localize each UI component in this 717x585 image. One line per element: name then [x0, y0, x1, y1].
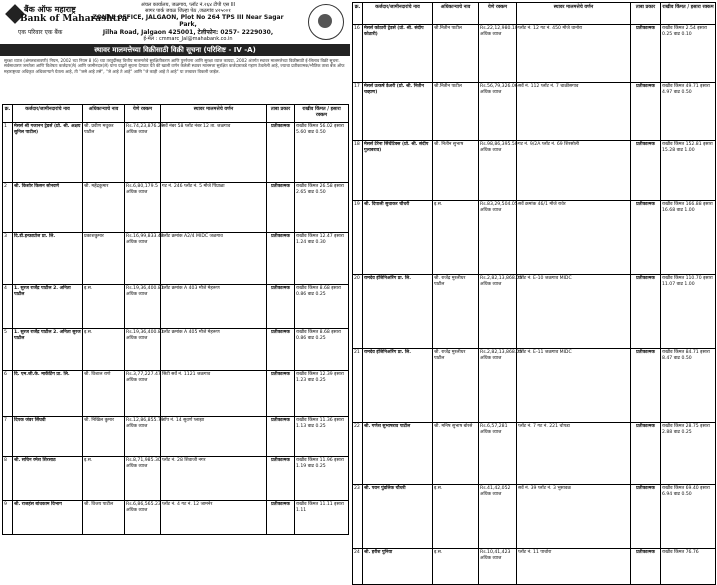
cell-property: सर्वे नं. 112 प्लॉट नं. 7 चाळीसगाव [517, 83, 631, 141]
cell-reserve: राखीव किंमत 11.96 इसारा 1.19 वाढ 0.25 [295, 457, 349, 501]
table-row [3, 285, 349, 329]
cell-number: 3 [3, 233, 13, 285]
cell-possession: प्रतीकात्मक [631, 485, 661, 549]
cell-reserve: राखीव किंमत 69.40 इसारा 6.94 वाढ 0.50 [661, 485, 716, 549]
table-row [3, 183, 349, 233]
table-row [3, 123, 349, 183]
cell-reserve: राखीव किंमत 26.58 इसारा 2.65 वाढ 0.50 [295, 183, 349, 233]
table-row [353, 83, 716, 141]
cell-possession: प्रतीकात्मक [631, 275, 661, 349]
table-row [353, 485, 716, 549]
cell-outstanding: Rs.8,71,985.30 अधिक व्याज [125, 457, 161, 501]
cell-borrower: श्री. गणेश सुभाषराव पाटील [363, 423, 433, 485]
cell-reserve: राखीव किंमत 152.81 इसारा 15.28 वाढ 1.00 [661, 141, 716, 201]
cell-reserve: राखीव किंमत 166.88 इसारा 16.68 वाढ 1.00 [661, 201, 716, 275]
cell-property: प्लॉट नं. 11 पाचोरा [517, 549, 631, 585]
cell-property: प्लॉट क्रमांक A 403 मौजे मेहरूण [161, 285, 267, 329]
cell-possession: प्रतीकात्मक [631, 549, 661, 585]
cell-number: 1 [3, 123, 13, 183]
cell-borrower: मेसर्स श्री गजानन ट्रेडर्स (प्रो. श्री. अक्षय सुनिल पाटील) [13, 123, 83, 183]
table-row [353, 275, 716, 349]
office-line-2: सागर पार्क जवळ जिल्हा पेठ ,जळगांव ४२५००१ [145, 8, 231, 15]
table-row [3, 233, 349, 285]
cell-property: प्लॉट नं. 28 शिवाजी नगर [161, 457, 267, 501]
cell-number: 7 [3, 417, 13, 457]
cell-outstanding: Rs.3,77,227.47 अधिक व्याज [125, 371, 161, 417]
cell-officer: श्री. राजेंद्र मुरलीधर पाटील [433, 275, 479, 349]
cell-borrower: दिपक जंवर सिंघवी [13, 417, 83, 457]
cell-possession: प्रतीकात्मक [631, 349, 661, 423]
cell-outstanding: Rs.19,36,400.81 अधिक व्याज [125, 285, 161, 329]
cell-outstanding: Rs.74,23,876.29 अधिक व्याज [125, 123, 161, 183]
cell-officer: प्रकाशकुमार [83, 233, 125, 285]
table-row [353, 349, 716, 423]
cell-borrower: श्री. सचिन रमेश शिरसाठ [13, 457, 83, 501]
cell-officer: श्री. महेंद्रकुमार [83, 183, 125, 233]
cell-number: 24 [353, 549, 363, 585]
cell-borrower: श्री. दिपाली सुधाकर चौधरी [363, 201, 433, 275]
col-outstanding: येणे रक्कम [479, 3, 517, 25]
cell-possession: प्रतीकात्मक [267, 457, 295, 501]
cell-number: 2 [3, 183, 13, 233]
cell-reserve: राखीव किंमत 12.47 इसारा 1.24 वाढ 0.30 [295, 233, 349, 285]
bank-logo [4, 3, 128, 39]
cell-number: 8 [3, 457, 13, 501]
cell-borrower: मेसर्स कोठारी ट्रेडर्स (प्रो. श्री. संदीप कोठारी) [363, 25, 433, 83]
cell-number: 4 [3, 285, 13, 329]
cell-number: 16 [353, 25, 363, 83]
cell-officer: श्री. नितीन सुभाष [433, 141, 479, 201]
cell-possession: प्रतीकात्मक [631, 25, 661, 83]
table-row [3, 329, 349, 371]
cell-number: 5 [3, 329, 13, 371]
cell-number: 20 [353, 275, 363, 349]
table-row [353, 549, 716, 585]
col-property: स्थावर मालमत्तेचे वर्णन [161, 105, 267, 123]
col-borrower: कर्जदार/जामीनदारांचे नाव [13, 105, 83, 123]
office-line-4: Jilha Road, Jalgaon 425001, टेलीफोन: 0257- 2229030, [102, 29, 274, 37]
cell-officer: श्री.नितीन पाटील [433, 25, 479, 83]
cell-outstanding: Rs.16,99,833.48 अधिक व्याज [125, 233, 161, 285]
notice-title: स्थावर मालमत्तेच्या विक्रीसाठी विक्री सूचना (परिशिष्ट - IV -A) [0, 44, 350, 56]
bank-name-english: Bank of Maharashtra [20, 14, 128, 24]
cell-number: 9 [3, 501, 13, 535]
cell-reserve: राखीव किंमत 2.54 इसारा 0.25 वाढ 0.10 [661, 25, 716, 83]
cell-possession: प्रतीकात्मक [631, 141, 661, 201]
cell-officer: इ.स. [433, 549, 479, 585]
cell-reserve: राखीव किंमत 56.02 इसारा 5.60 वाढ 0.50 [295, 123, 349, 183]
cell-officer: श्री. प्रवीण मधुकर पाटील [83, 123, 125, 183]
cell-property: प्लॉट नं. E-11 जळगाव MIDC [517, 349, 631, 423]
cell-outstanding: Rs.56,79,326.06 अधिक व्याज [479, 83, 517, 141]
cell-property: सर्वे नं. 39 प्लॉट नं. 3 भुसावळ [517, 485, 631, 549]
cell-borrower: दि. एम.जी.के. मार्केटिंग प्रा. लि. [13, 371, 83, 417]
cell-possession: प्रतीकात्मक [267, 417, 295, 457]
cell-officer: श्री. निखिल कुमार [83, 417, 125, 457]
emblem-icon [308, 4, 344, 40]
cell-reserve: राखीव किंमत 11.36 इसारा 1.13 वाढ 0.25 [295, 417, 349, 457]
auction-table-right [352, 2, 716, 585]
cell-possession: प्रतीकात्मक [267, 285, 295, 329]
cell-outstanding: Rs.2,82,13,868.05 अधिक व्याज [479, 349, 517, 423]
cell-borrower: दि.डी.इन्फ्राप्रोज प्रा. लि. [13, 233, 83, 285]
cell-reserve: राखीव किंमत 76.76 [661, 549, 716, 585]
cell-possession: प्रतीकात्मक [267, 123, 295, 183]
cell-officer: इ.स. [83, 285, 125, 329]
cell-officer: इ.स. [433, 201, 479, 275]
cell-possession: प्रतीकात्मक [267, 329, 295, 371]
cell-reserve: राखीव किंमत 8.68 इसारा 0.86 वाढ 0.25 [295, 285, 349, 329]
cell-possession: प्रतीकात्मक [631, 201, 661, 275]
cell-property: सर्वे नंबर 58 प्लॉट नंबर 12 ता. जळगाव [161, 123, 267, 183]
cell-borrower: 1. सुरज राजेंद्र पाटील 2. अनिता सुरज पाटील [13, 329, 83, 371]
cell-outstanding: Rs.41,42,052 अधिक व्याज [479, 485, 517, 549]
col-no: क्र. [353, 3, 363, 25]
cell-officer: इ.स. [433, 485, 479, 549]
cell-borrower: श्री. हरीश पुनिया [363, 549, 433, 585]
cell-number: 23 [353, 485, 363, 549]
table-row [353, 141, 716, 201]
cell-borrower: मेसर्स उत्कर्ष डेअरी (प्रो. श्री. नितीन चव्हाण) [363, 83, 433, 141]
cell-number: 22 [353, 423, 363, 485]
cell-officer: श्री.नितीन पाटील [433, 83, 479, 141]
cell-possession: प्रतीकात्मक [267, 233, 295, 285]
cell-property: सर्वे क्रमांक 46/1 मौजे रावेर [517, 201, 631, 275]
col-possession: ताबा प्रकार [631, 3, 661, 25]
cell-outstanding: Rs.22,12,980.10 अधिक व्याज [479, 25, 517, 83]
office-line-5: ई-मेल : cmmarc_Jal@mahabank.co.in [143, 36, 233, 43]
bank-tagline: एक परिवार एक बैंक [18, 29, 63, 36]
cell-property: प्लॉट नं. E-10 जळगाव MIDC [517, 275, 631, 349]
cell-reserve: राखीव किंमत 11.11 इसारा 1.11 [295, 501, 349, 535]
cell-reserve: राखीव किंमत 84.71 इसारा 8.47 वाढ 0.50 [661, 349, 716, 423]
cell-number: 21 [353, 349, 363, 423]
cell-officer: इ.स. [83, 457, 125, 501]
cell-borrower: मेसर्स टेरेना सिंथेटिक्स (प्रो. श्री. संदीप गुलाबराव) [363, 141, 433, 201]
cell-borrower: 1. सुरज राजेंद्र पाटील 2. अनिता पाटील [13, 285, 83, 329]
cell-borrower: श्री. पवन पुंडलिक चौधरी [363, 485, 433, 549]
table-row [3, 417, 349, 457]
col-reserve: राखीव किंमत / इसारा रक्कम [295, 105, 349, 123]
cell-borrower: श्री. राजहंस बांधकाम विभाग [13, 501, 83, 535]
left-column [0, 0, 350, 572]
cell-borrower: रामदेव इंजिनिअरिंग प्रा. लि. [363, 275, 433, 349]
cell-reserve: राखीव किंमत 49.71 इसारा 4.97 वाढ 0.50 [661, 83, 716, 141]
cell-outstanding: Rs.12,86,855.79 अधिक व्याज [125, 417, 161, 457]
cell-number: 19 [353, 201, 363, 275]
cell-outstanding: Rs.10,41,423 अधिक व्याज [479, 549, 517, 585]
table-row [3, 371, 349, 417]
col-borrower: कर्जदार/जामीनदारांचे नाव [363, 3, 433, 25]
cell-outstanding: Rs.6,86,565.23 अधिक व्याज [125, 501, 161, 535]
cell-property: गट नं. 246 प्लॉट नं. 5 मौजे पिंप्राळा [161, 183, 267, 233]
office-address [88, 2, 288, 43]
cell-possession: प्रतीकात्मक [267, 371, 295, 417]
right-column [352, 0, 717, 572]
cell-property: प्लॉट नं. 12 गट नं. 450 मौजे धानोरा [517, 25, 631, 83]
cell-property: सिटी सर्वे नं. 1121 जळगाव [161, 371, 267, 417]
cell-outstanding: Rs.98,86,395.50 अधिक व्याज [479, 141, 517, 201]
cell-possession: प्रतीकात्मक [631, 423, 661, 485]
office-line-3: ZONAL OFFICE, JALGAON, Plot No 264 TPS III Near Sagar Park, [92, 14, 284, 29]
col-outstanding: येणे रक्कम [125, 105, 161, 123]
cell-officer: इ.स. [83, 329, 125, 371]
cell-reserve: राखीव किंमत 8.68 इसारा 0.86 वाढ 0.25 [295, 329, 349, 371]
cell-borrower: श्री. किशोर किसन सोनवणे [13, 183, 83, 233]
cell-outstanding: Rs.83,29,504.05 अधिक व्याज [479, 201, 517, 275]
col-reserve: राखीव किंमत / इसारा रक्कम [661, 3, 716, 25]
cell-property: प्लॉट नं. 4 गट नं. 12 जामनेर [161, 501, 267, 535]
cell-number: 17 [353, 83, 363, 141]
cell-reserve: राखीव किंमत 12.39 इसारा 1.23 वाढ 0.25 [295, 371, 349, 417]
cell-borrower: रामदेव इंजिनिअरिंग प्रा. लि. [363, 349, 433, 423]
office-line-1: अंचल कार्यालय, जळगाव, प्लॉट नं.२६४ टीपी एस III [140, 2, 236, 8]
cell-outstanding: Rs.6,80,179.5 अधिक व्याज [125, 183, 161, 233]
cell-outstanding: Rs.2,82,13,868.05 अधिक व्याज [479, 275, 517, 349]
cell-possession: प्रतीकात्मक [631, 83, 661, 141]
cell-outstanding: Rs.6,57,281 अधिक व्याज [479, 423, 517, 485]
cell-property: शॉप नं. 14 सुवर्ण प्लाझा [161, 417, 267, 457]
cell-reserve: राखीव किंमत 110.70 इसारा 11.07 वाढ 1.00 [661, 275, 716, 349]
table-row [353, 25, 716, 83]
cell-outstanding: Rs.19,36,400.81 अधिक व्याज [125, 329, 161, 371]
cell-officer: श्री. विशाल राणे [83, 371, 125, 417]
notice-intro: सुरक्षा व्याज (अंमलबजावणी) नियम, 2002 च्या नियम 8 (6) च्या तरतुदींसह वित्तीय मालमत्तेचे सुरक्षितीकरण आणि पुनर्रचना आणि सुरक्षा व्याज कायदा, 2002 अंतर्गत स्थावर मालमत्तेच्या विक्रीसाठी ई-लिलाव विक्री सूचना. सर्वसाधारण जनतेला आणि विशेषतः कर्जदार(ले) आणि जामीनदार(ले) यांना याद्वारे सूचना देण्यात येते की खाली वर्णन केलेली स्थावर मालमत्ता सुरक्षित कर्जदाराकडे गहाण ठेवलेली आहे, ज्याचा प्रतीकात्मक/भौतिक ताबा बँक ऑफ महाराष्ट्रच्या अधिकृत अधिकाऱ्याने घेतला आहे, ती "जसे आहे तसे", "जे आहे ते आहे" आणि "जे काही आहे ते आहे" या तत्त्वावर विकली जाईल. [4, 58, 345, 74]
col-no: क्र. [3, 105, 13, 123]
cell-property: प्लॉट क्रमांक A2/4 MIDC जळगाव [161, 233, 267, 285]
col-officer: अधिकाऱ्याचे नाव [433, 3, 479, 25]
cell-property: प्लॉट नं. 7 गट नं. 221 चोपडा [517, 423, 631, 485]
cell-number: 18 [353, 141, 363, 201]
table-row [3, 501, 349, 535]
col-property: स्थावर मालमत्तेचे वर्णन [517, 3, 631, 25]
cell-property: प्लॉट क्रमांक A 405 मौजे मेहरूण [161, 329, 267, 371]
table-row [353, 201, 716, 275]
col-possession: ताबा प्रकार [267, 105, 295, 123]
table-row [3, 457, 349, 501]
col-officer: अधिकाऱ्याचे नाव [83, 105, 125, 123]
cell-number: 6 [3, 371, 13, 417]
auction-table-left [2, 104, 349, 535]
cell-officer: श्री. विजय पाटील [83, 501, 125, 535]
cell-officer: श्री. मनिष सुभाष बोरसे [433, 423, 479, 485]
cell-reserve: राखीव किंमत 28.75 इसारा 2.88 वाढ 0.25 [661, 423, 716, 485]
cell-property: गट नं. 9/2A प्लॉट नं. 69 शिरसोली [517, 141, 631, 201]
cell-officer: श्री. राजेंद्र मुरलीधर पाटील [433, 349, 479, 423]
table-row [353, 423, 716, 485]
bank-name-marathi: बैंक ऑफ महाराष्ट्र [24, 4, 76, 14]
notice-header [0, 0, 350, 45]
cell-possession: प्रतीकात्मक [267, 501, 295, 535]
cell-possession: प्रतीकात्मक [267, 183, 295, 233]
